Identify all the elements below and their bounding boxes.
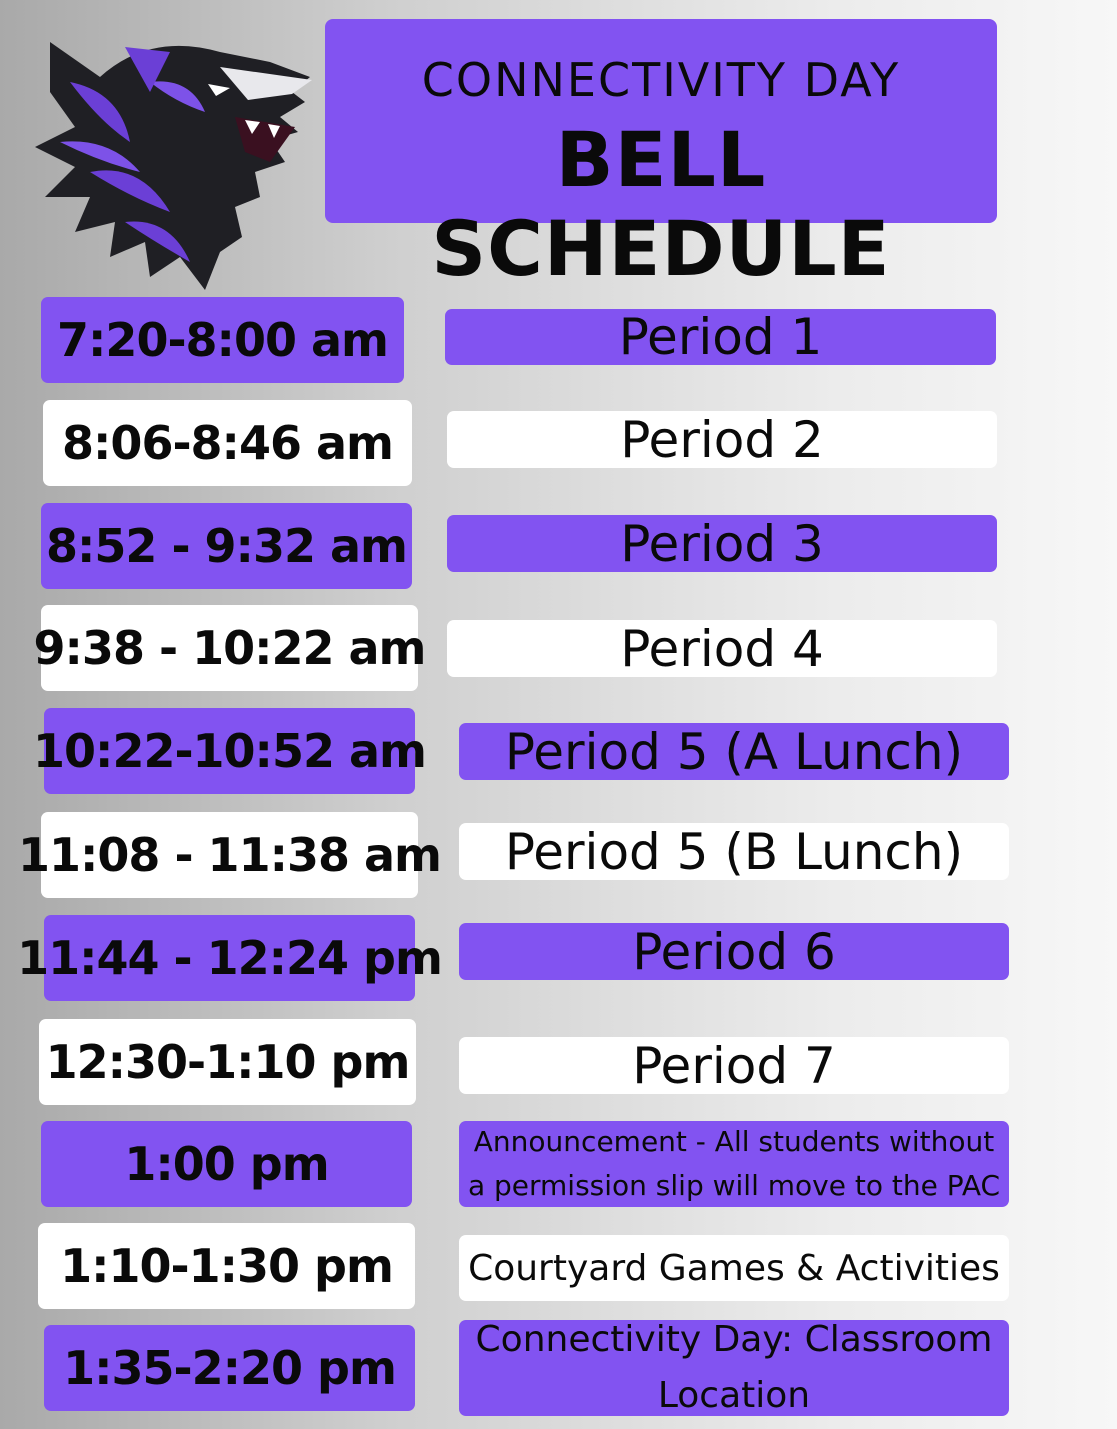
schedule-time: 9:38 - 10:22 am <box>41 605 418 691</box>
schedule-event: Period 3 <box>447 515 997 572</box>
schedule-event: Period 7 <box>459 1037 1009 1094</box>
subtitle: CONNECTIVITY DAY <box>421 53 901 107</box>
wolf-logo <box>30 22 320 292</box>
schedule-time: 1:10-1:30 pm <box>38 1223 415 1309</box>
schedule-event: Connectivity Day: Classroom Location <box>459 1320 1009 1416</box>
schedule-time: 8:06-8:46 am <box>43 400 412 486</box>
page-title: BELL SCHEDULE <box>431 115 891 293</box>
schedule-event: Period 1 <box>445 309 996 365</box>
schedule-time: 8:52 - 9:32 am <box>41 503 412 589</box>
schedule-event-announcement: Announcement - All students without a permission slip will move to the PAC <box>459 1121 1009 1207</box>
schedule-time: 7:20-8:00 am <box>41 297 404 383</box>
schedule-time: 12:30-1:10 pm <box>39 1019 416 1105</box>
wolf-head-icon <box>30 22 320 292</box>
schedule-time: 11:08 - 11:38 am <box>41 812 418 898</box>
schedule-event: Period 5 (A Lunch) <box>459 723 1009 780</box>
schedule-event: Period 6 <box>459 923 1009 980</box>
title-banner <box>325 19 997 293</box>
schedule-time: 1:35-2:20 pm <box>44 1325 415 1411</box>
schedule-event: Period 5 (B Lunch) <box>459 823 1009 880</box>
schedule-event: Period 4 <box>447 620 997 677</box>
schedule-time: 10:22-10:52 am <box>44 708 415 794</box>
schedule-time: 1:00 pm <box>41 1121 412 1207</box>
schedule-event: Courtyard Games & Activities <box>459 1235 1009 1301</box>
schedule-time: 11:44 - 12:24 pm <box>44 915 415 1001</box>
schedule-event: Period 2 <box>447 411 997 468</box>
